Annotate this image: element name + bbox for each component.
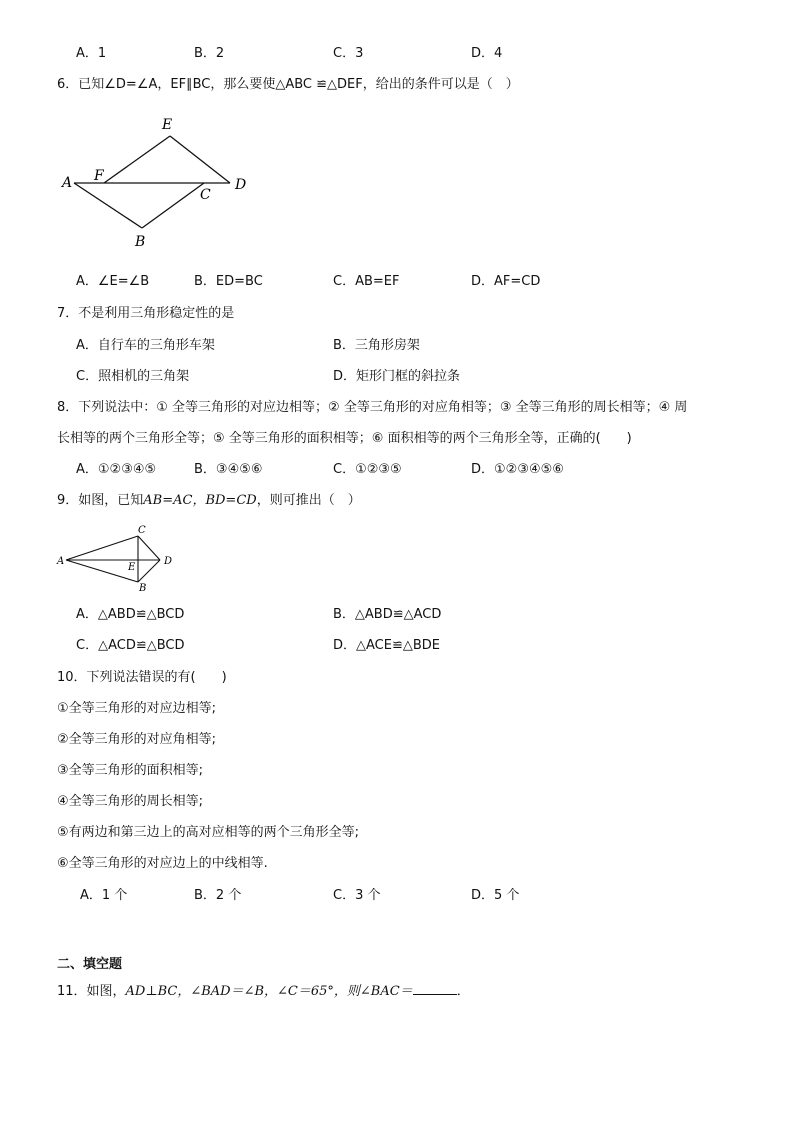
- q9-option-d: D．△ACE≌△BDE: [333, 638, 440, 653]
- q9-label-a: A: [57, 556, 65, 567]
- q10-statement-3: ③全等三角形的面积相等;: [57, 763, 204, 778]
- q10-stem: 10．下列说法错误的有( ): [57, 670, 227, 685]
- q6-label-f: F: [94, 168, 104, 184]
- q11-prefix: 11．如图，: [57, 984, 126, 999]
- q7-option-a: A．自行车的三角形车架: [76, 338, 215, 353]
- q6-option-a: A．∠E=∠B: [76, 274, 150, 289]
- q7-option-b: B．三角形房架: [333, 338, 420, 353]
- q11-stem: [57, 982, 470, 1001]
- q5-option-a: A．1: [76, 46, 107, 61]
- q9-stem-suffix: ，则可推出（ ）: [256, 493, 361, 508]
- q6-segment-bc: [142, 183, 204, 228]
- q10-option-a: A．1 个: [80, 888, 128, 903]
- q9-label-d: D: [164, 556, 173, 567]
- q6-label-d: D: [235, 177, 247, 193]
- q5-option-d: D．4: [471, 46, 503, 61]
- q9-label-c: C: [138, 525, 146, 536]
- q9-figure: [56, 520, 180, 594]
- q9-label-b: B: [139, 583, 147, 594]
- q9-stem-prefix: 9．如图，已知: [57, 493, 144, 508]
- q6-label-e: E: [162, 117, 173, 133]
- q11-math: AD⊥BC，∠BAD＝∠B，∠C＝65°，则∠BAC＝: [125, 984, 413, 999]
- q6-option-c: C．AB=EF: [333, 274, 400, 289]
- q8-stem-line2: 长相等的两个三角形全等；⑤ 全等三角形的面积相等；⑥ 面积相等的两个三角形全等，正确的( ): [57, 431, 632, 446]
- q9-segment-bd: [138, 560, 160, 582]
- q9-option-c: C．△ACD≌△BCD: [76, 638, 185, 653]
- q10-option-d: D．5 个: [471, 888, 520, 903]
- q10-statement-6: ⑥全等三角形的对应边上的中线相等.: [57, 856, 268, 871]
- q6-segment-ed: [170, 136, 230, 183]
- section-title-fill-in: 二、填空题: [57, 957, 123, 972]
- q10-option-c: C．3 个: [333, 888, 381, 903]
- q8-option-b: B．③④⑤⑥: [194, 462, 263, 477]
- q7-stem: 7．不是利用三角形稳定性的是: [57, 306, 235, 321]
- q9-option-a: A．△ABD≌△BCD: [76, 607, 185, 622]
- q5-option-b: B．2: [194, 46, 225, 61]
- q6-label-b: B: [135, 234, 146, 250]
- q6-stem: 6．已知∠D=∠A，EF∥BC，那么要使△ABC ≌△DEF，给出的条件可以是（ ）: [57, 77, 519, 92]
- q8-option-d: D．①②③④⑤⑥: [471, 462, 564, 477]
- q6-label-a: A: [62, 175, 73, 191]
- q6-option-d: D．AF=CD: [471, 274, 541, 289]
- q6-segment-fe: [104, 136, 170, 183]
- q9-segment-ac: [66, 536, 138, 560]
- q7-option-c: C．照相机的三角架: [76, 369, 190, 384]
- q10-statement-1: ①全等三角形的对应边相等;: [57, 701, 217, 716]
- q10-statement-2: ②全等三角形的对应角相等;: [57, 732, 217, 747]
- q9-stem-math: AB=AC，BD=CD: [143, 493, 257, 508]
- q10-statement-4: ④全等三角形的周长相等;: [57, 794, 204, 809]
- q8-option-c: C．①②③⑤: [333, 462, 402, 477]
- q11-suffix: ．: [456, 984, 470, 999]
- q5-option-c: C．3: [333, 46, 364, 61]
- q9-segment-cd: [138, 536, 160, 560]
- q9-stem: [57, 492, 361, 510]
- q6-segment-ab: [74, 183, 142, 228]
- q11-answer-blank[interactable]: [413, 982, 457, 995]
- q8-option-a: A．①②③④⑤: [76, 462, 157, 477]
- q7-option-d: D．矩形门框的斜拉条: [333, 369, 461, 384]
- q6-label-c: C: [200, 187, 211, 203]
- q9-option-b: B．△ABD≌△ACD: [333, 607, 442, 622]
- q8-stem-line1: 8．下列说法中：① 全等三角形的对应边相等；② 全等三角形的对应角相等；③ 全等三角形的周长相等；④ 周: [57, 400, 688, 415]
- q6-option-b: B．ED=BC: [194, 274, 263, 289]
- q10-option-b: B．2 个: [194, 888, 242, 903]
- q10-statement-5: ⑤有两边和第三边上的高对应相等的两个三角形全等;: [57, 825, 360, 840]
- q6-figure: [58, 110, 258, 255]
- q9-label-e: E: [128, 562, 136, 573]
